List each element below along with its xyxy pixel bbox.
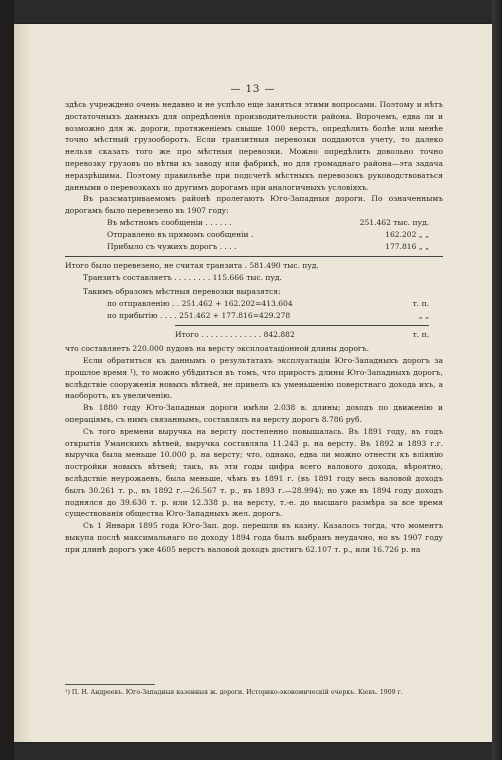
- freight-row-arrived: [107, 241, 429, 253]
- paragraph-1880: Въ 1880 году Юго-Западныя дороги имѣли 2.038 в. длины; доходъ по движенію и операціямъ, съ нимъ связаннымъ, составлялъ на версту дорогъ 8.786 руб.: [65, 403, 443, 424]
- freight-row-direct: [107, 229, 429, 241]
- local-freight-row-label: по отправленію . . 251.462 + 162.202=413.604: [107, 298, 293, 308]
- table-rule: [65, 256, 443, 257]
- book-page: [14, 24, 492, 742]
- grand-total-label: Итого . . . . . . . . . . . . . 842.882: [175, 330, 295, 340]
- freight-row-local: [107, 217, 429, 229]
- paragraph-results: Если обратиться къ даннымъ о результатахъ эксплуатаціи Юго-Западныхъ дорогъ за прошлое время ¹), то можно убѣдиться въ томъ, что приростъ длины Юго-Западныхъ дорогъ, вслѣдствіе сооруженія новыхъ вѣтвей, не привелъ къ уменьшенію поверстнаго дохода ихъ, а наоборотъ, къ увеличенію.: [65, 355, 443, 401]
- freight-table: [65, 217, 443, 252]
- paragraph-2: Въ разсматриваемомъ районѣ пролегаютъ Юго-Западныя дороги. По означеннымъ дорогамъ было перевезено въ 1907 году:: [65, 194, 443, 216]
- paragraph-per-verst: что составляетъ 220.000 пудовъ на версту эксплоатаціонной длины дорогъ.: [65, 344, 370, 354]
- footnote-rule: [65, 684, 155, 685]
- local-freight-row-unit: „ „: [418, 310, 429, 320]
- local-freight-row-departure: [107, 298, 429, 310]
- page-gutter-shadow: [14, 24, 32, 742]
- local-freight-row-unit: т. п.: [412, 298, 429, 308]
- scan-left-edge: [0, 0, 14, 760]
- grand-total-row: [65, 329, 443, 341]
- page-body: [65, 99, 443, 555]
- freight-row-value: 177.816 „ „: [385, 241, 429, 251]
- freight-row-label: Въ мѣстномъ сообщеніи . . . . . .: [107, 217, 232, 227]
- freight-row-label: Отправлено въ прямомъ сообщеніи .: [107, 229, 254, 239]
- total-transported-line: Итого было перевезено, не считая транзита . 581.490 тыс. пуд.: [65, 261, 319, 271]
- freight-row-label: Прибыло съ чужихъ дорогъ . . . .: [107, 241, 237, 251]
- transit-line: Транзитъ составляетъ . . . . . . . . 115.666 тыс. пуд.: [83, 273, 282, 283]
- local-freight-row-arrival: [107, 310, 429, 322]
- paragraph-revenue-growth: Съ того времени выручка на версту постепенно повышалась. Въ 1891 году, въ годъ открытія Уманскихъ вѣтвей, выручка составляла 11.243 р. на версту. Въ 1892 и 1893 г.г. выручка была меньше 10.000 р. на версту; что, однако, едва ли можно отнести къ вліянію постройки новыхъ вѣтвей; такъ, въ эти годы цифра всего валового дохода, вѣроятно, вслѣдствіе неурожаевъ, была меньше, чѣмъ въ 1891 г. (въ 1891 году весь валовой доходъ былъ 30.261 т. р., въ 1892 г.—26.567 т. р., въ 1893 г.—28.994); но уже въ 1894 году доходъ поднялся до 39.630 т. р. или 12.338 р. на версту, т.-е. до высшаго размѣра за все время существованія общества Юго-Западныхъ жел. дорогъ.: [65, 426, 443, 519]
- freight-row-value: 162.202 „ „: [385, 229, 429, 239]
- paragraph-1: здѣсь учреждено очень недавно и не успѣло еще заняться этими вопросами. Поэтому и нѣтъ достаточныхъ данныхъ для опредѣленія производительности района. Впрочемъ, едва ли и возможно для ж. дороги, протяженіемъ свыше 1000 верстъ, опредѣлить болѣе или менѣе точно мѣстный грузооборотъ. Если транзитныя перевозки поддаются учету, то далеко нельзя сказать того же про мѣстныя перевозки. Можно опредѣлить довольно точно перевозку грузовъ по вѣтви къ заводу или фабрикѣ, но для громаднаго района—эта задача неразрѣшима. Поэтому правильнѣе при подсчетѣ мѣстныхъ перевозокъ руководствоваться данными о перевозкахъ по другимъ дорогамъ при аналогичныхъ условіяхъ.: [65, 100, 443, 192]
- grand-total-unit: т. п.: [412, 330, 429, 340]
- local-freight-table: [65, 298, 443, 322]
- scan-right-edge: [492, 0, 502, 760]
- local-freight-heading: Такимъ образомъ мѣстныя перевозки выразятся:: [83, 286, 281, 296]
- freight-row-value: 251.462 тыс. пуд.: [359, 217, 429, 227]
- page-number: — 13 —: [230, 84, 276, 95]
- local-freight-row-label: по прибытію . . . . 251.462 + 177.816=429.278: [107, 310, 291, 320]
- paragraph-1895: Съ 1 Января 1895 года Юго-Зап. дор. перешли въ казну. Казалось тогда, что моментъ выкупа послѣ максимальнаго по доходу 1894 года былъ выбранъ неудачно, но въ 1907 году при длинѣ дорогъ уже 4605 верстъ валовой доходъ достигъ 62.107 т. р., или 16.726 р. на: [65, 521, 443, 554]
- subtotal-rule: [175, 325, 429, 326]
- footnote: ¹) П. Н. Андреевъ. Юго-Западныя казенныя ж. дороги. Историко-экономическій очеркъ. Кіевъ. 1909 г.: [65, 689, 403, 696]
